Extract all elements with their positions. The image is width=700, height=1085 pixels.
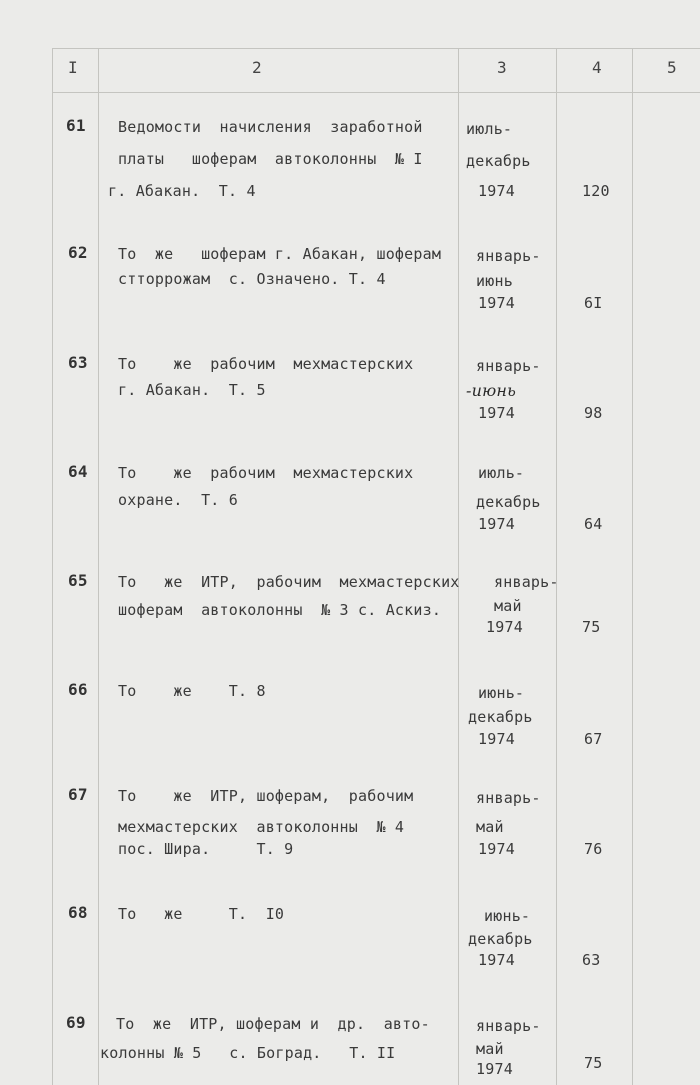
row-title-line: То же ИТР, шоферам и др. авто- [116,1015,430,1033]
row-title-line: То же Т. 8 [118,682,266,700]
row-sheet-count: 120 [582,182,610,200]
row-sheet-count: 75 [584,1054,603,1072]
header-col-4: 4 [592,58,602,77]
row-date-year: 1974 [476,1060,513,1078]
row-title-line: То же шоферам г. Абакан, шоферам [118,245,442,263]
header-col-1: I [68,58,78,77]
row-title-line: Ведомости начисления заработной [118,118,423,136]
row-number: 65 [68,571,88,590]
header-top-line [52,48,700,49]
row-title-line: То же ИТР, шоферам, рабочим [118,787,414,805]
row-sheet-count: 76 [584,840,603,858]
row-sheet-count: 64 [584,515,603,533]
row-title-line: То же рабочим мехмастерских [118,355,414,373]
row-title-line: колонны № 5 с. Боград. Т. II [100,1044,396,1062]
row-date-line: май [494,597,522,615]
handwritten-correction: -июнь [466,381,517,400]
row-date-year: 1974 [478,404,515,422]
row-date-year: 1974 [478,294,515,312]
column-divider [458,48,459,1085]
row-sheet-count: 75 [582,618,601,636]
row-date-line: май [476,818,504,836]
header-col-3: 3 [497,58,507,77]
row-title-line: платы шоферам автоколонны № I [118,150,423,168]
row-date-line: декабрь [468,708,533,726]
row-title-line: шоферам автоколонны № 3 с. Аскиз. [118,601,442,619]
header-col-5: 5 [667,58,677,77]
row-title-line: охране. Т. 6 [118,491,238,509]
row-date-line: декабрь [476,493,541,511]
column-divider [52,48,53,1085]
row-title-line: стторрожам с. Означено. Т. 4 [118,270,386,288]
row-date-year: 1974 [478,182,515,200]
row-date-line: июль- [466,120,513,138]
header-col-2: 2 [252,58,262,77]
row-title-line: То же ИТР, рабочим мехмастерских [118,573,460,591]
row-title-line: г. Абакан. Т. 5 [118,381,266,399]
row-title-line: пос. Шира. Т. 9 [118,840,294,858]
row-sheet-count: 6I [584,294,603,312]
row-date-year: 1974 [478,840,515,858]
row-date-year: 1974 [486,618,523,636]
column-divider [556,48,557,1085]
row-date-line: декабрь [466,152,531,170]
column-divider [632,48,633,1085]
row-date-year: 1974 [478,515,515,533]
row-title-line: То же рабочим мехмастерских [118,464,414,482]
row-date-line: июнь- [478,684,525,702]
row-title-line: То же Т. I0 [118,905,285,923]
column-divider [98,48,99,1085]
row-date-line: июль- [478,464,525,482]
row-number: 68 [68,903,88,922]
row-title-line: г. Абакан. Т. 4 [108,182,256,200]
row-number: 69 [66,1013,86,1032]
row-date-line: декабрь [468,930,533,948]
row-number: 62 [68,243,88,262]
row-number: 66 [68,680,88,699]
row-date-year: 1974 [478,951,515,969]
row-date-line: июнь [476,272,513,290]
row-date-line: январь- [476,357,541,375]
row-number: 67 [68,785,88,804]
row-sheet-count: 67 [584,730,603,748]
row-number: 63 [68,353,88,372]
row-sheet-count: 63 [582,951,601,969]
row-number: 61 [66,116,86,135]
row-date-line: июнь- [484,907,531,925]
row-date-year: 1974 [478,730,515,748]
row-date-line: май [476,1040,504,1058]
header-bottom-line [52,92,700,93]
row-number: 64 [68,462,88,481]
row-date-line: январь- [476,789,541,807]
row-date-line: январь- [476,1017,541,1035]
row-title-line: мехмастерских автоколонны № 4 [118,818,405,836]
row-sheet-count: 98 [584,404,603,422]
row-date-line: январь- [476,247,541,265]
row-date-line: январь- [494,573,559,591]
